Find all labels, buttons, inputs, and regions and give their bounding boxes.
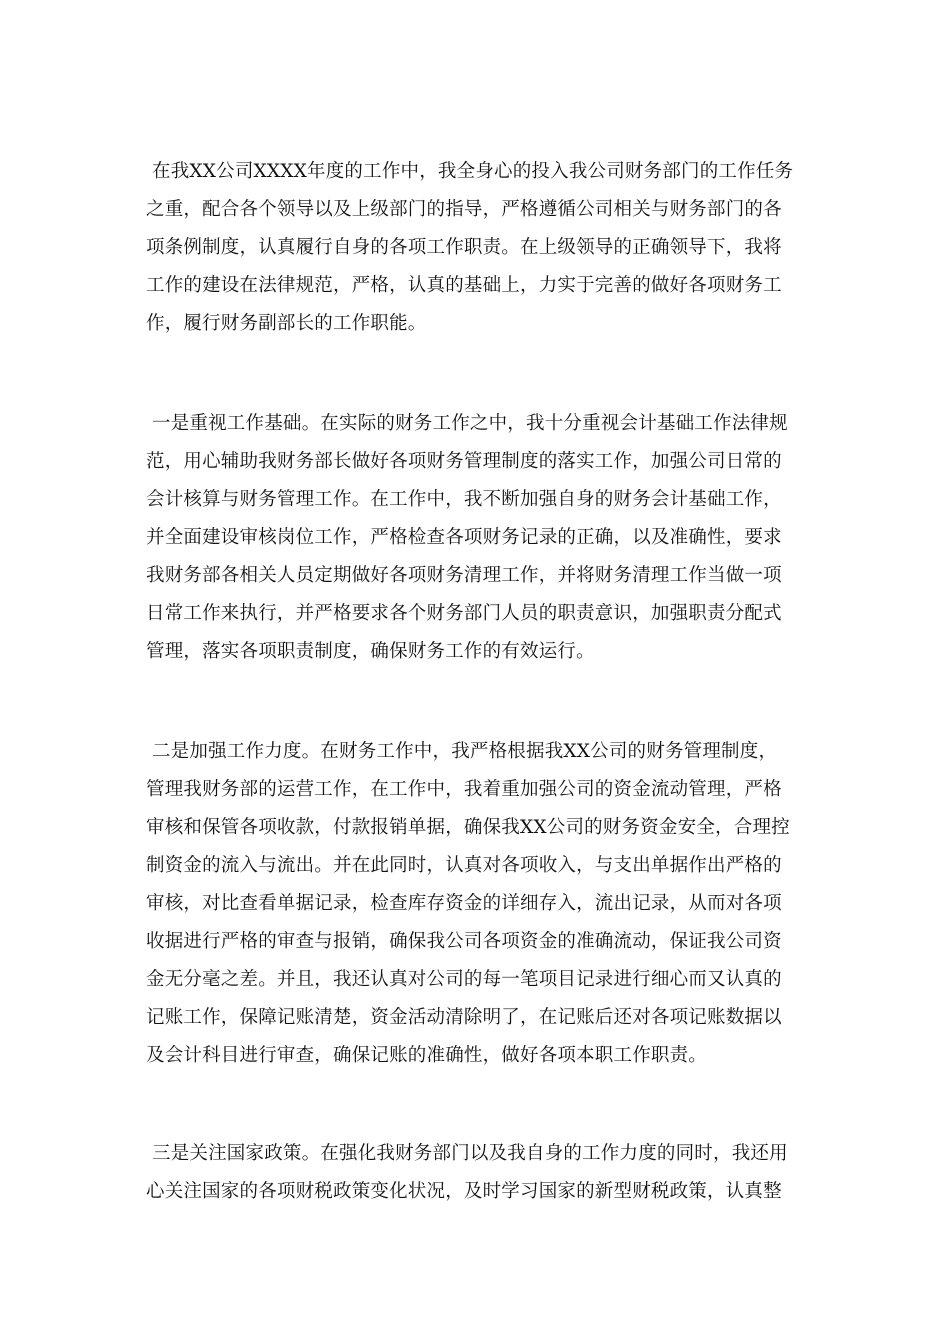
paragraph-3-line-9: 及会计科目进行审查，确保记账的准确性，做好各项本职工作职责。	[146, 1045, 708, 1066]
paragraph-2-line-1: 一是重视工作基础。在实际的财务工作之中，我十分重视会计基础工作法律规	[152, 413, 788, 434]
paragraph-1-line-1: 在我XX公司XXXX年度的工作中，我全身心的投入我公司财务部门的工作任务	[152, 161, 794, 182]
paragraph-3-line-6: 收据进行严格的审查与报销，确保我公司各项资金的准确流动，保证我公司资	[146, 931, 782, 952]
paragraph-2-line-7: 管理，落实各项职责制度，确保财务工作的有效运行。	[146, 641, 595, 662]
paragraph-3-line-8: 记账工作，保障记账清楚，资金活动清除明了，在记账后还对各项记账数据以	[146, 1007, 782, 1028]
paragraph-4-line-2: 心关注国家的各项财税政策变化状况，及时学习国家的新型财税政策，认真整	[146, 1181, 782, 1202]
paragraph-1-line-5: 作，履行财务副部长的工作职能。	[146, 313, 427, 334]
paragraph-4-line-1: 三是关注国家政策。在强化我财务部门以及我自身的工作力度的同时，我还用	[152, 1143, 788, 1164]
paragraph-2-line-6: 日常工作来执行，并严格要求各个财务部门人员的职责意识，加强职责分配式	[146, 603, 782, 624]
paragraph-2-line-2: 范，用心辅助我财务部长做好各项财务管理制度的落实工作，加强公司日常的	[146, 451, 782, 472]
paragraph-3-line-7: 金无分毫之差。并且，我还认真对公司的每一笔项目记录进行细心而又认真的	[146, 969, 782, 990]
paragraph-1-line-4: 工作的建设在法律规范，严格，认真的基础上，力实于完善的做好各项财务工	[146, 275, 782, 296]
paragraph-3-line-1: 二是加强工作力度。在财务工作中，我严格根据我XX公司的财务管理制度，	[152, 741, 778, 762]
paragraph-2-line-4: 并全面建设审核岗位工作，严格检查各项财务记录的正确，以及准确性，要求	[146, 527, 782, 548]
paragraph-1-line-2: 之重，配合各个领导以及上级部门的指导，严格遵循公司相关与财务部门的各	[146, 199, 782, 220]
paragraph-3-line-3: 审核和保管各项收款，付款报销单据，确保我XX公司的财务资金安全，合理控	[146, 817, 790, 838]
paragraph-2-line-5: 我财务部各相关人员定期做好各项财务清理工作，并将财务清理工作当做一项	[146, 565, 782, 586]
paragraph-1-line-3: 项条例制度，认真履行自身的各项工作职责。在上级领导的正确领导下，我将	[146, 237, 782, 258]
paragraph-3-line-5: 审核，对比查看单据记录，检查库存资金的详细存入，流出记录，从而对各项	[146, 893, 782, 914]
paragraph-2-line-3: 会计核算与财务管理工作。在工作中，我不断加强自身的财务会计基础工作，	[146, 489, 782, 510]
paragraph-3-line-2: 管理我财务部的运营工作，在工作中，我着重加强公司的资金流动管理，严格	[146, 779, 782, 800]
paragraph-3-line-4: 制资金的流入与流出。并在此同时，认真对各项收入，与支出单据作出严格的	[146, 855, 782, 876]
